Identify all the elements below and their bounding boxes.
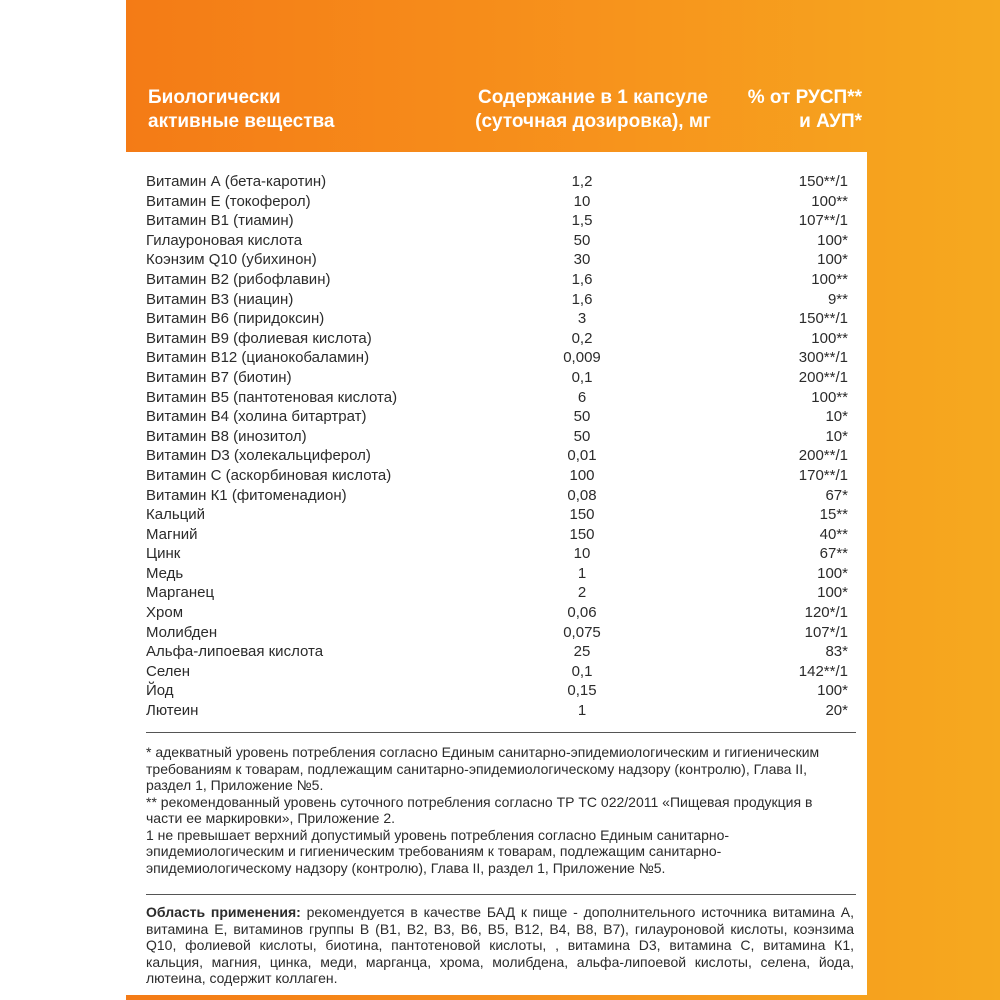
table-row <box>146 486 856 506</box>
nutrient-name: Селен <box>146 662 191 680</box>
header-content-line2: (суточная дозировка), мг <box>475 111 711 132</box>
table-row <box>146 270 856 290</box>
nutrient-name: Витамин В8 (инозитол) <box>146 427 307 445</box>
nutrient-amount: 50 <box>573 231 591 249</box>
nutrient-amount: 1,6 <box>571 290 593 308</box>
nutrient-name: Витамин А (бета-каротин) <box>146 173 327 190</box>
table-row <box>146 525 856 545</box>
header-substances-line2: активные вещества <box>148 111 335 132</box>
nutrient-percent: 100* <box>817 564 848 582</box>
nutrient-percent: 200**/1 <box>798 368 848 386</box>
nutrient-percent: 100** <box>811 388 848 406</box>
nutrient-amount: 0,1 <box>571 368 593 386</box>
nutrient-name: Гилауроновая кислота <box>146 231 303 249</box>
table-row <box>146 192 856 212</box>
table-row <box>146 329 856 349</box>
nutrient-name: Витамин D3 (холекальциферол) <box>146 447 371 465</box>
nutrient-amount: 1,6 <box>571 270 593 288</box>
nutrient-name: Альфа-липоевая кислота <box>146 643 324 661</box>
nutrient-table <box>146 172 856 721</box>
nutrient-amount: 0,01 <box>567 447 597 465</box>
usage-section <box>146 904 854 987</box>
table-row <box>146 603 856 623</box>
nutrient-percent: 100** <box>811 270 848 288</box>
nutrient-amount: 150 <box>569 506 595 524</box>
nutrient-name: Витамин С (аскорбиновая кислота) <box>146 466 392 484</box>
nutrient-percent: 15** <box>819 506 848 524</box>
header-percent-line2: и АУП* <box>799 111 862 132</box>
nutrient-amount: 0,15 <box>567 682 597 700</box>
nutrient-name: Витамин Е (токоферол) <box>146 192 311 210</box>
nutrient-amount: 150 <box>569 525 595 543</box>
nutrient-percent: 100* <box>817 682 848 700</box>
table-row <box>146 388 856 408</box>
nutrient-percent: 20* <box>825 702 848 720</box>
table-row <box>146 172 856 192</box>
header-content <box>458 86 728 134</box>
nutrient-percent: 120*/1 <box>804 604 848 622</box>
divider <box>146 894 856 895</box>
header-content-line1: Содержание в 1 капсуле <box>478 87 708 108</box>
nutrient-name: Лютеин <box>146 702 199 720</box>
footnotes <box>146 744 846 876</box>
nutrient-name: Витамин В7 (биотин) <box>146 368 292 386</box>
footnote-upper-limit: 1 не превышает верхний допустимый уровень потребления согласно Единым санитарно-эпидемиологическим и гигиеническим требованиям к товарам, подлежащим санитарно-эпидемиологическому надзору (контролю), Глава II, раздел 1, Приложение №5. <box>146 826 730 876</box>
table-row <box>146 505 856 525</box>
nutrient-amount: 25 <box>573 643 591 661</box>
nutrient-percent: 170**/1 <box>798 466 848 484</box>
nutrient-name: Витамин В1 (тиамин) <box>146 212 294 230</box>
header-substances <box>148 86 428 134</box>
table-row <box>146 427 856 447</box>
nutrient-name: Витамин В6 (пиридоксин) <box>146 310 325 328</box>
footnote-recommended-level: ** рекомендованный уровень суточного потребления согласно ТР ТС 022/2011 «Пищевая продукция в части ее маркировки», Приложение 2. <box>146 793 813 826</box>
nutrient-percent: 100** <box>811 329 848 347</box>
nutrient-amount: 100 <box>569 466 595 484</box>
header-percent <box>712 86 862 134</box>
table-row <box>146 583 856 603</box>
table-row <box>146 407 856 427</box>
header-substances-line1: Биологически <box>148 87 281 108</box>
nutrient-amount: 1,2 <box>571 173 593 190</box>
nutrient-amount: 10 <box>573 545 591 563</box>
footnote-adequate-level: * адекватный уровень потребления согласно Единым санитарно-эпидемиологическим и гигиеническим требованиям к товарам, подлежащим санитарно-эпидемиологическому надзору (контролю), Глава II, раздел 1, Приложение №5. <box>146 744 820 793</box>
table-header <box>126 0 1000 152</box>
nutrient-percent: 9** <box>827 290 848 308</box>
usage-label: Область применения: <box>146 904 301 920</box>
table-row <box>146 623 856 643</box>
table-row <box>146 662 856 682</box>
nutrient-name: Витамин В3 (ниацин) <box>146 290 294 308</box>
table-row <box>146 642 856 662</box>
table-row <box>146 348 856 368</box>
nutrient-name: Йод <box>146 682 174 700</box>
nutrient-percent: 10* <box>825 408 848 426</box>
nutrient-percent: 10* <box>825 427 848 445</box>
nutrient-amount: 1 <box>577 702 587 720</box>
nutrient-amount: 0,08 <box>567 486 597 504</box>
nutrient-name: Марганец <box>146 584 215 602</box>
nutrient-amount: 0,1 <box>571 662 593 680</box>
nutrient-percent: 150**/1 <box>798 173 848 190</box>
nutrient-percent: 100* <box>817 584 848 602</box>
table-row <box>146 309 856 329</box>
nutrient-name: Витамин В4 (холина битартрат) <box>146 408 367 426</box>
nutrient-name: Хром <box>146 604 184 622</box>
table-row <box>146 211 856 231</box>
nutrient-amount: 0,075 <box>563 623 601 641</box>
nutrient-name: Витамин К1 (фитоменадион) <box>146 486 347 504</box>
nutrient-percent: 40** <box>819 525 848 543</box>
nutrient-percent: 100** <box>811 192 848 210</box>
table-row <box>146 231 856 251</box>
nutrient-percent: 100* <box>817 231 848 249</box>
nutrient-amount: 2 <box>577 584 587 602</box>
table-row <box>146 544 856 564</box>
table-row <box>146 466 856 486</box>
nutrient-amount: 0,06 <box>567 604 597 622</box>
nutrient-percent: 107**/1 <box>798 212 848 230</box>
nutrient-amount: 6 <box>577 388 587 406</box>
nutrient-percent: 142**/1 <box>798 662 848 680</box>
nutrient-percent: 107*/1 <box>804 623 848 641</box>
table-row <box>146 681 856 701</box>
table-row <box>146 250 856 270</box>
nutrient-name: Молибден <box>146 623 218 641</box>
nutrient-name: Витамин В2 (рибофлавин) <box>146 270 331 288</box>
nutrient-amount: 30 <box>573 251 591 269</box>
nutrient-percent: 300**/1 <box>798 349 848 367</box>
nutrient-name: Цинк <box>146 545 181 563</box>
nutrient-name: Кальций <box>146 506 205 524</box>
nutrient-name: Витамин В5 (пантотеновая кислота) <box>146 388 398 406</box>
header-percent-line1: % от РУСП** <box>747 87 862 108</box>
table-row <box>146 368 856 388</box>
nutrient-percent: 83* <box>825 643 848 661</box>
nutrient-name: Коэнзим Q10 (убихинон) <box>146 251 317 269</box>
nutrient-percent: 67** <box>819 545 848 563</box>
nutrient-amount: 3 <box>577 310 587 328</box>
nutrient-amount: 1 <box>577 564 587 582</box>
nutrient-percent: 200**/1 <box>798 447 848 465</box>
nutrient-name: Магний <box>146 525 198 543</box>
nutrient-amount: 0,2 <box>571 329 593 347</box>
content-panel <box>126 152 867 995</box>
nutrient-percent: 150**/1 <box>798 310 848 328</box>
nutrient-amount: 50 <box>573 427 591 445</box>
nutrient-name: Медь <box>146 564 184 582</box>
nutrient-amount: 10 <box>573 192 591 210</box>
usage-text: рекомендуется в качестве БАД к пище - дополнительного источника витамина А, витамина Е, витаминов группы В (В1, В2, В3, В6, В5, В12, В4, В8, В7), гилауроновой кислоты, коэнзима Q10, фолиевой кислоты, биотина, пантотеновой кислоты, , витамина D3, витамина С, витамина К1, кальция, магния, цинка, меди, марганца, хрома, молибдена, альфа-липоевой кислоты, селена, йода, лютеина, содержит коллаген. <box>146 904 854 986</box>
table-row <box>146 290 856 310</box>
nutrient-percent: 100* <box>817 251 848 269</box>
divider <box>146 732 856 733</box>
nutrient-amount: 1,5 <box>571 212 593 230</box>
nutrient-name: Витамин В12 (цианокобаламин) <box>146 349 370 367</box>
nutrient-percent: 67* <box>825 486 848 504</box>
table-row <box>146 701 856 721</box>
nutrient-amount: 0,009 <box>563 349 601 367</box>
nutrient-name: Витамин В9 (фолиевая кислота) <box>146 329 372 347</box>
nutrient-amount: 50 <box>573 408 591 426</box>
table-row <box>146 446 856 466</box>
table-row <box>146 564 856 584</box>
